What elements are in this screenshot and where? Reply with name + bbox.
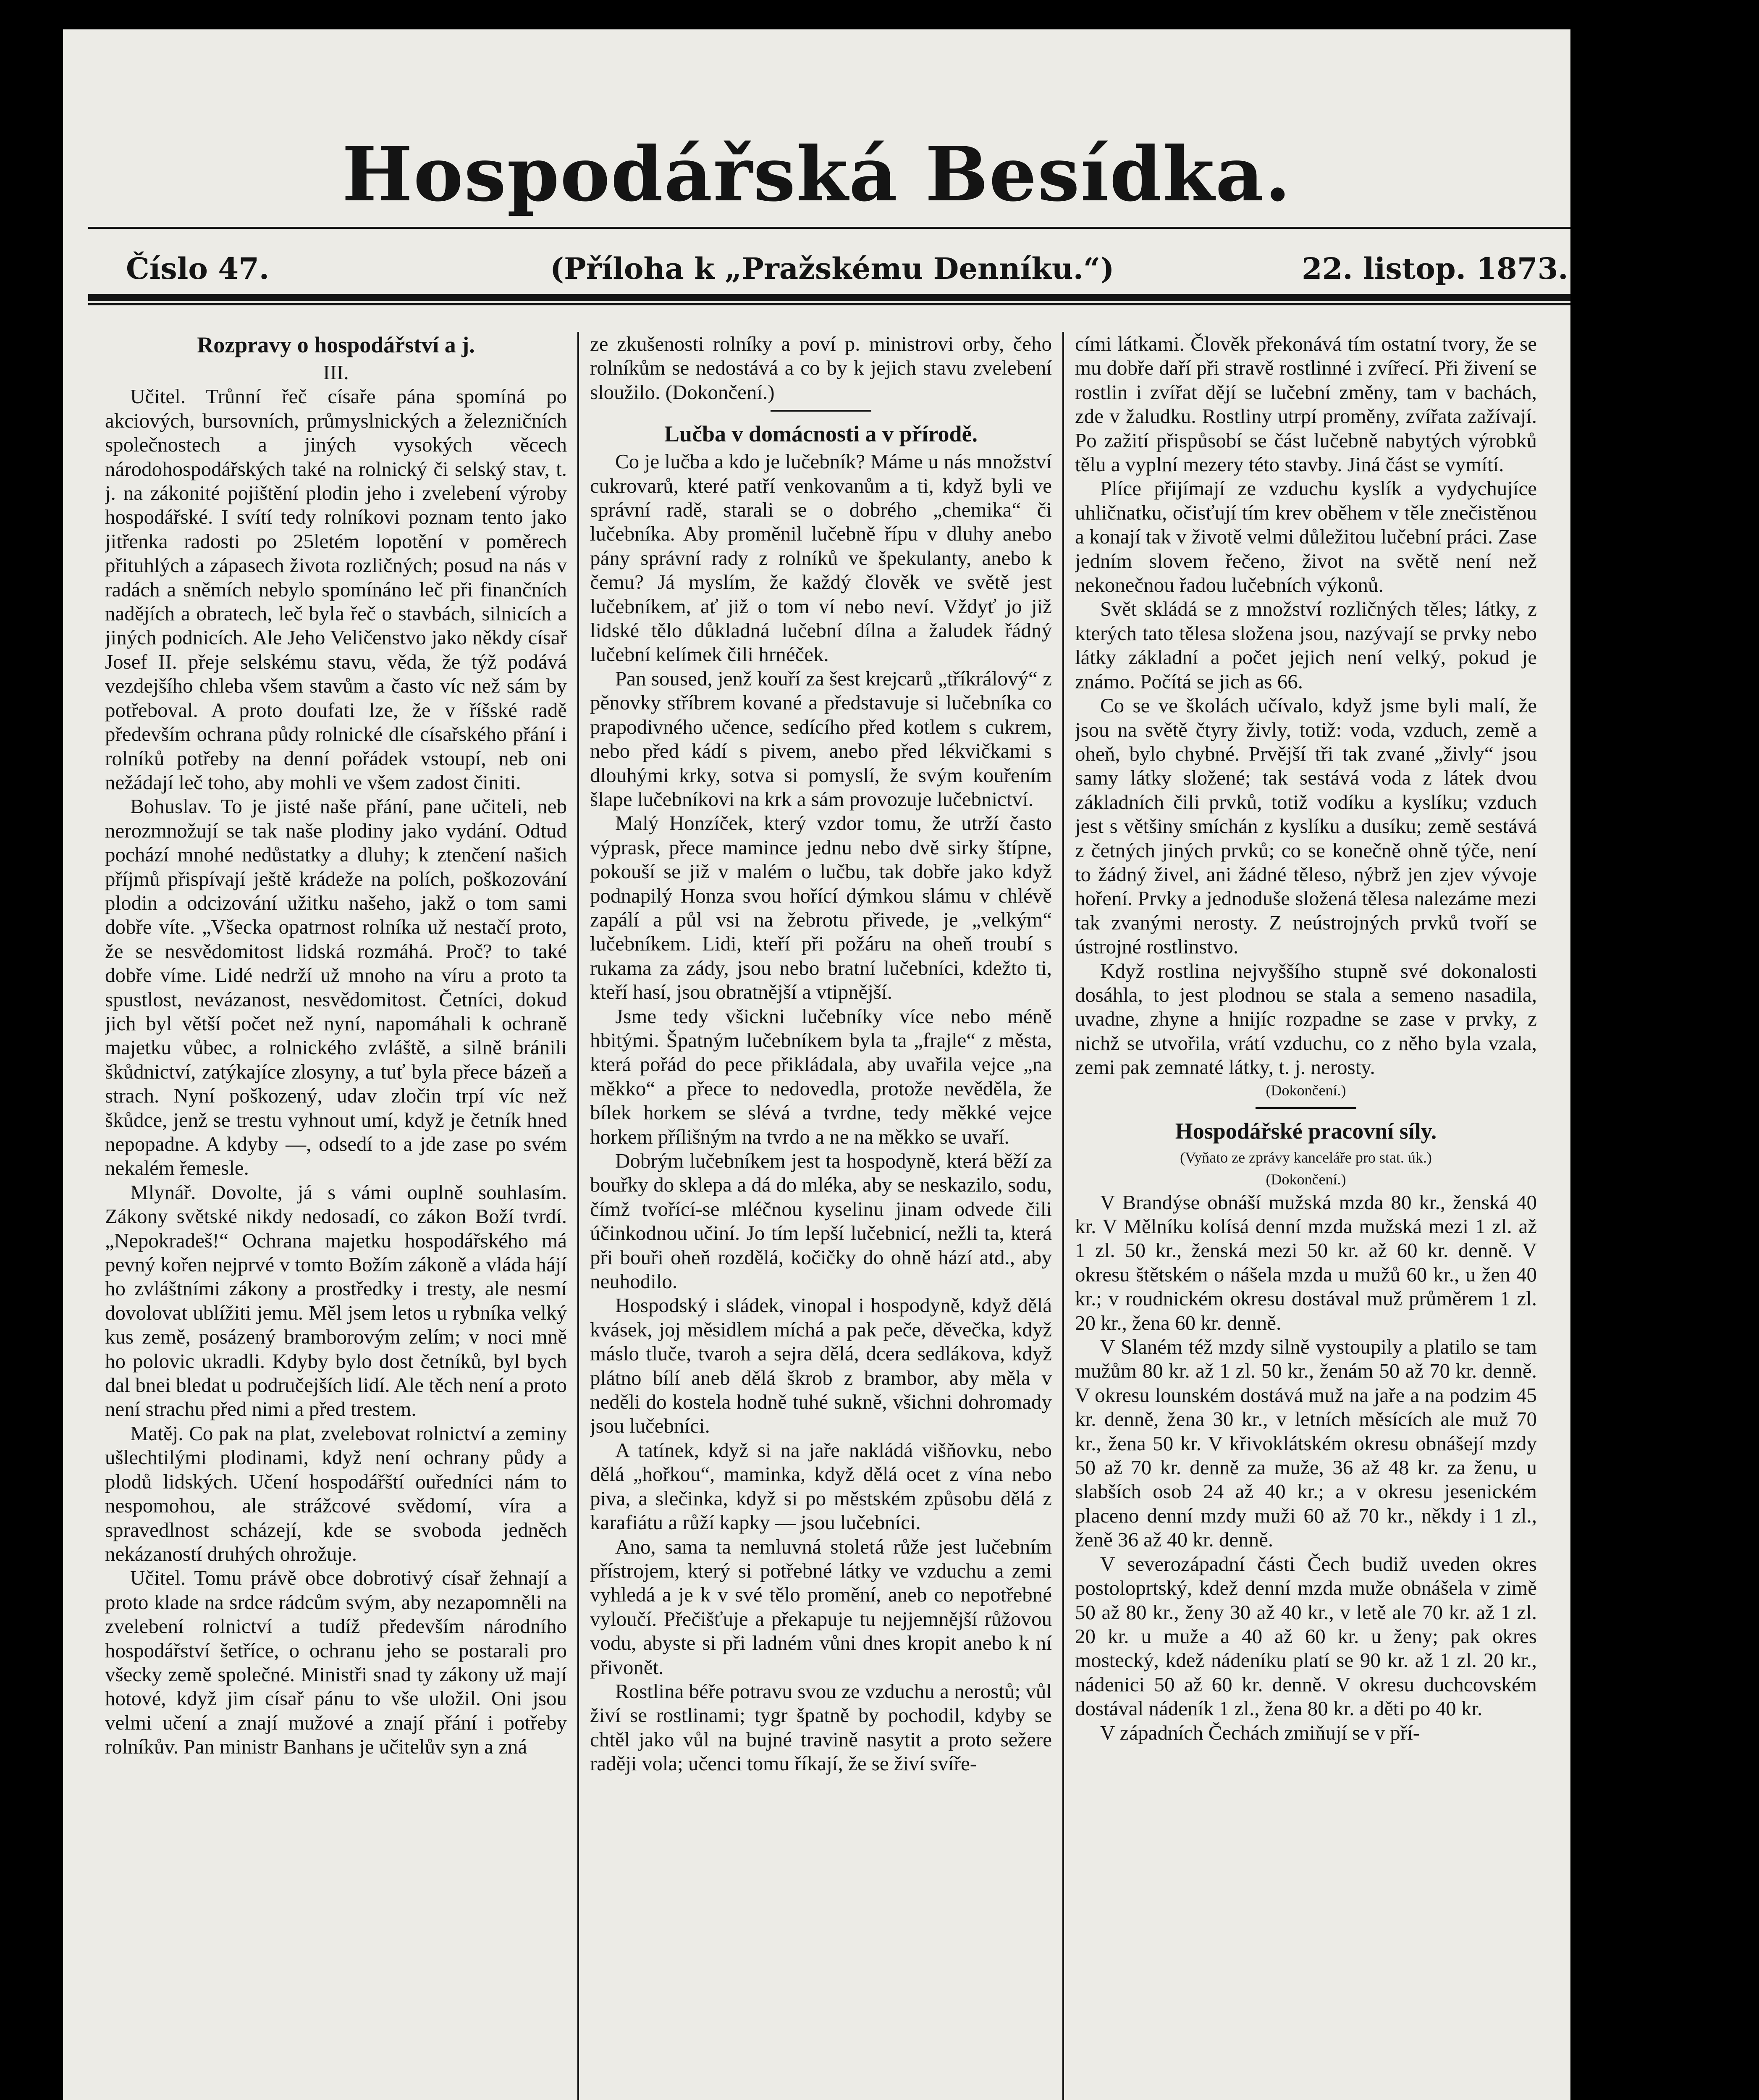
separator (771, 410, 871, 412)
paragraph: Co se ve školách učívalo, když jsme byli malí, že jsou na světě čtyry živly, totiž: voda, vzduch, země a oheň, bylo chybné. Prvější tři tak zvané „živly“ jsou samy látky složené; tak sestává voda z látek dvou základních čili prvků, totiž vodíku a kyslíku; vzduch jest s většiny smíchán z kyslíku a dusíku; země sestává z četných jiných prvků; co se konečně ohně týče, není to žádný živel, ani žádné těleso, nýbrž jen zjev vývoje hoření. Prvky a jednoduše složená tělesa nalezáme mezi tak zvanými nerosty. Z neústrojných prvků tvoří se ústrojné rostlinstvo. (1075, 694, 1537, 958)
paragraph: Pan soused, jenž kouří za šest krejcarů „tříkrálový“ z pěnovky stříbrem kované a představuje si lučebníka co prapodivného učence, sedícího před kotlem s cukrem, nebo před kádí s pivem, anebo před lékvičkami s dlouhými krky, sotva si pomyslí, že svým kouřením šlape lučebníkovi na krk a sám provozuje lučebnictví. (590, 667, 1052, 811)
paragraph: Malý Honzíček, který vzdor tomu, že utrží často výprask, přece mamince jednu nebo dvě sirky štípne, pokouší se již v malém o lučbu, tak dobře jako když podnapilý Honza svou hořící dýmkou slámu v chlévě zapálí a půl vsi na žebrotu přivede, je „velkým“ lučebníkem. Lidi, kteří při požáru na oheň troubí s rukama za zády, jsou nebo bratní lučebníci, kdežto ti, kteří hasí, jsou obratnější a vtipnější. (590, 811, 1052, 1004)
top-rule (88, 227, 1570, 229)
header-rule-thin (88, 303, 1570, 305)
paragraph: Hospodský i sládek, vinopal i hospodyně, když dělá kvásek, joj měsidlem míchá a pak peče, děvečka, když máslo tluče, tvaroh a sejra dělá, dcera sedlákova, když plátno bílí aneb dělá škrob z brambor, aby měla v neděli do kostela hodně tuhé sukně, všichni dohromady jsou lučebníci. (590, 1294, 1052, 1438)
end-note: (Dokončení.) (1266, 1082, 1346, 1099)
paragraph: V Brandýse obnáší mužská mzda 80 kr., ženská 40 kr. V Mělníku kolísá denní mzda mužská mezi 1 zl. až 1 zl. 50 kr., ženská mezi 50 kr. až 60 kr. denně. V okresu štětském o nášela mzda u mužů 60 kr., u žen 40 kr.; v roudnickém okresu dostával muž průměrem 1 zl. 20 kr., žena 60 kr. denně. (1075, 1190, 1537, 1334)
column-divider-1 (577, 332, 579, 2100)
paragraph: V severozápadní části Čech budiž uveden okres postoloprtský, kdež denní mzda muže obnášela v zimě 50 až 80 kr., ženy 30 až 40 kr., v letě ale 70 kr. až 1 zl. 20 kr. u muže a 40 až 60 kr. u ženy; pak okres mostecký, kdež nádeníku platí se 90 kr. až 1 zl. 20 kr., nádenici 50 až 60 kr. denně. V okresu duchcovském dostával nádeník 1 zl., žena 80 kr. a děti po 40 kr. (1075, 1552, 1537, 1720)
paragraph: Dobrým lučebníkem jest ta hospodyně, která běží za bouřky do sklepa a dá do mléka, aby se neskazilo, sodu, čímž tvořící-se mléčnou kyselinu jinam odvede čili účinkodnou učiní. Jo tím lepší lučebnicí, nežli ta, která při bouři oheň rozdělá, kočičky do ohně hází atd., aby neuhodilo. (590, 1149, 1052, 1293)
issue-date: 22. listop. 1873. (1302, 251, 1568, 286)
paragraph: Svět skládá se z množství rozličných těles; látky, z kterých tato tělesa složena jsou, nazývají se prvky nebo látky základní a počet jejich není velký, pokud je známo. Počítá se jich as 66. (1075, 597, 1537, 693)
article-part: III. (323, 361, 349, 384)
column-divider-2 (1062, 332, 1064, 2100)
article-title-lucba: Lučba v domácnosti a v přírodě. (664, 421, 978, 447)
article-title-pracovni-sily: Hospodářské pracovní síly. (1175, 1118, 1437, 1144)
paragraph: V Slaném též mzdy silně vystoupily a platilo se tam mužům 80 kr. až 1 zl. 50 kr., ženám 50 až 70 kr. denně. V okresu lounském dostává muž na jaře a na podzim 45 kr. denně, žena 30 kr., v letních měsících ale muž 70 kr., žena 50 kr. V křivoklátském okresu obnášejí mzdy 50 až 70 kr. denně za muže, 36 až 48 kr. za ženu, u slabších osob 24 až 40 kr.; a v okresu jesenickém placeno denní mzdy muži 60 až 70 kr., někdy i 1 zl., ženě 36 až 40 kr. denně. (1075, 1335, 1537, 1551)
paragraph: Plíce přijímají ze vzduchu kyslík a vydychujíce uhličnatku, očisťují tím krev oběhem v těle znečistěnou a konají tak v životě velmi důležitou lučební práci. Zase jedním slovem řečeno, život na světě není než nekonečnou řadou lučebních výkonů. (1075, 477, 1537, 597)
paragraph: ze zkušenosti rolníky a poví p. ministrovi orby, čeho rolníkům se nedostává a co by k jejich stavu zvelebení sloužilo. (Dokončení.) (590, 332, 1052, 404)
issue-number: Číslo 47. (126, 251, 270, 286)
paragraph: Co je lučba a kdo je lučebník? Máme u nás množství cukrovarů, které patří venkovanům a ti, když byli ve správní radě, starali se o dobrého „chemika“ či lučebníka. Aby proměnil lučebně řípu v dluhy anebo pány správní rady z rolníků ve špekulanty, anebo k čemu? Já myslím, že každý člověk ve světě jest lučebníkem, ať již o tom ví nebo neví. Vždyť jo již lidské tělo důkladná lučební dílna a žaludek řádný lučební kelímek čili hrnéček. (590, 450, 1052, 666)
paragraph: V západních Čechách zmiňují se v pří- (1100, 1721, 1420, 1744)
paragraph: Jsme tedy všickni lučebníky více nebo méně hbitými. Špatným lučebníkem byla ta „frajle“ z města, která pořád do pece přikládala, aby uvařila vejce „na měkko“ a přece to nedovedla, protože nevěděla, že bílek horkem se slévá a tvrdne, tedy měkké vejce horkem přílišným na tvrdo a ne na měkko se uvaří. (590, 1004, 1052, 1148)
paragraph: A tatínek, když si na jaře nakládá višňovku, nebo dělá „hořkou“, maminka, když dělá ocet z vína nebo piva, a slečinka, když si po městském způsobu dělá z karafiátu a růží kapky — jsou lučebníci. (590, 1438, 1052, 1534)
header-rule-thick (88, 294, 1570, 301)
issue-line (126, 248, 1568, 290)
paragraph: Matěj. Co pak na plat, zvelebovat rolnictví a zeminy ušlechtilými plodinami, když není ochrany půdy a plodů lidských. Učení hospodářští ouředníci nám to nespomohou, ale strážcové svědomí, víra a spravedlnost scházejí, kde se svoboda jedněch nekázaností druhých ohrožuje. (105, 1421, 567, 1565)
paragraph: Mlynář. Dovolte, já s vámi ouplně souhlasím. Zákony světské nikdy nedosadí, co zákon Boží tvrdí. „Nepokradeš!“ Ochrana majetku hospodářského má pevný kořen nejprvé v tomto Božím zákoně a vláda hájí ho zvláštními zákony a prostředky i tresty, ale nesmí dovolovat ublížiti jemu. Měl jsem letos u rybníka velký kus země, posázený bramborovým zelím; v noci mně ho polovic ukradli. Kdyby bylo dost četníků, byl bych dal bnei bledat u područejších lidí. Ale těch není a proto není strachu před nimi a před trestem. (105, 1180, 567, 1421)
paragraph: Učitel. Tomu právě obce dobrotivý císař žehnají a proto klade na srdce rádcům svým, aby nezapomněli na zvelebení rolnictví a tudíž především národního hospodářství šetříce, o ochranu jeho se postarali pro všecky země společné. Ministři snad ty zákony už mají hotové, když jim císař pánu to vše uložil. Oni jsou velmi učení a znají mužové a znají přání i potřeby rolníkův. Pan ministr Banhans je učitelův syn a zná (105, 1566, 567, 1759)
column-3 (1075, 332, 1537, 2100)
separator (1256, 1107, 1356, 1109)
continuation-note: (Dokončení.) (1266, 1171, 1346, 1188)
paragraph: Ano, sama ta nemluvná stoletá růže jest lučebním přístrojem, který si potřebné látky ve vzduchu a zemi vyhledá a je k v své tělo promění, aneb co nepotřebné vyloučí. Přečišťuje a překapuje tu nejjemnější růžovou vodu, abyste si při ladném vůni dnes kropit anebo k ní přivonět. (590, 1535, 1052, 1679)
column-1 (105, 332, 567, 2100)
article-source: (Vyňato ze zprávy kanceláře pro stat. úk.) (1180, 1149, 1432, 1166)
paragraph: Učitel. Trůnní řeč císaře pána spomíná po akciových, bursovních, průmyslnických a železničních společnostech a jiných vysokých věcech národohospodářských také na rolnický či selský stav, t. j. na zákonité pojištění plodin jeho i zvelebení výroby hospodářské. I svítí tedy rolníkovi poznam tento jako jitřenka radosti po 25letém lopotění v poměrech přituhlých a zápasech života rozličných; posud na nás v radách a sněmích nebylo spomínáno leč při finančních nadějích a obratech, leč byla řeč o stavbách, silnicích a jiných podnicích. Ale Jeho Veličenstvo jako někdy císař Josef II. přeje selskému stavu, věda, že týž podává vezdejšího chleba všem stavům a často víc než sám by potřeboval. A proto doufati lze, že v říšské radě především ochrana půdy rolnické dle císařského přání i rolníků potřeby na denní pořádek vstoupí, neb oni nežádají leč toho, aby mohli ve všem zadost činiti. (105, 385, 567, 794)
newspaper-page (63, 29, 1570, 2100)
issue-supplement: (Příloha k „Pražskému Denníku.“) (550, 251, 1114, 286)
paragraph: Když rostlina nejvyššího stupně své dokonalosti dosáhla, to jest plodnou se stala a semeno nasadila, uvadne, zhyne a hnijíc rozpadne se zase v prvky, z nichž se utvořila, vrátí vzduchu, co z něho byla vzala, zemi pak zemnaté látky, t. j. nerosty. (1075, 959, 1537, 1079)
article-title-rozpravy: Rozpravy o hospodářství a j. (197, 332, 475, 357)
paragraph: cími látkami. Člověk překonává tím ostatní tvory, že se mu dobře daří při stravě rostlinné i zvířecí. Při živení se rostlin i zvířat dějí se lučební změny, tam v bachách, zde v žaludku. Rostliny utrpí proměny, zvířata zažívají. Po zažití přispůsobí se část lučebně nabytých výrobků tělu a vyplní mezery této stavby. Jiná část se vymítí. (1075, 332, 1537, 476)
paragraph: Bohuslav. To je jisté naše přání, pane učiteli, neb nerozmnožují se tak naše plodiny jako vydání. Odtud pochází mnohé nedůstatky a dluhy; k ztenčení našich příjmů přispívají ještě krádeže na polích, poškozování plodin a odcizování užitku našeho, jakž o tom sami dobře víte. „Všecka opatrnost rolníka už nestačí proto, že se nesvědomitost lidská rozmáhá. Proč? to také dobře víme. Lidé nedrží už mnoho na víru a proto ta spustlost, nevázanost, nesvědomitost. Četníci, dokud jich byl větší počet než nyní, napomáhali k ochraně majetku vůbec, a rolnického zvláště, a silně bránili škůdnictví, zatýkajíce zlosyny, a tuť byla přece bázeň a strach. Nyní poškozený, udav zločin trpí víc než škůdce, jenž se trestu vyhnout umí, když je četník hned nepopadne. A kdyby —, odsedí to a jde zase po svém nekalém řemesle. (105, 795, 567, 1180)
masthead-title: Hospodářská Besídka. (342, 130, 1292, 218)
paragraph: Rostlina béře potravu svou ze vzduchu a nerostů; vůl živí se rostlinami; tygr špatně by pochodil, kdyby se chtěl jako vůl na bujné travině nasytit a proto sežere raději vola; učenci tomu říkají, že se živí svíře- (590, 1679, 1052, 1775)
column-2 (590, 332, 1052, 2100)
